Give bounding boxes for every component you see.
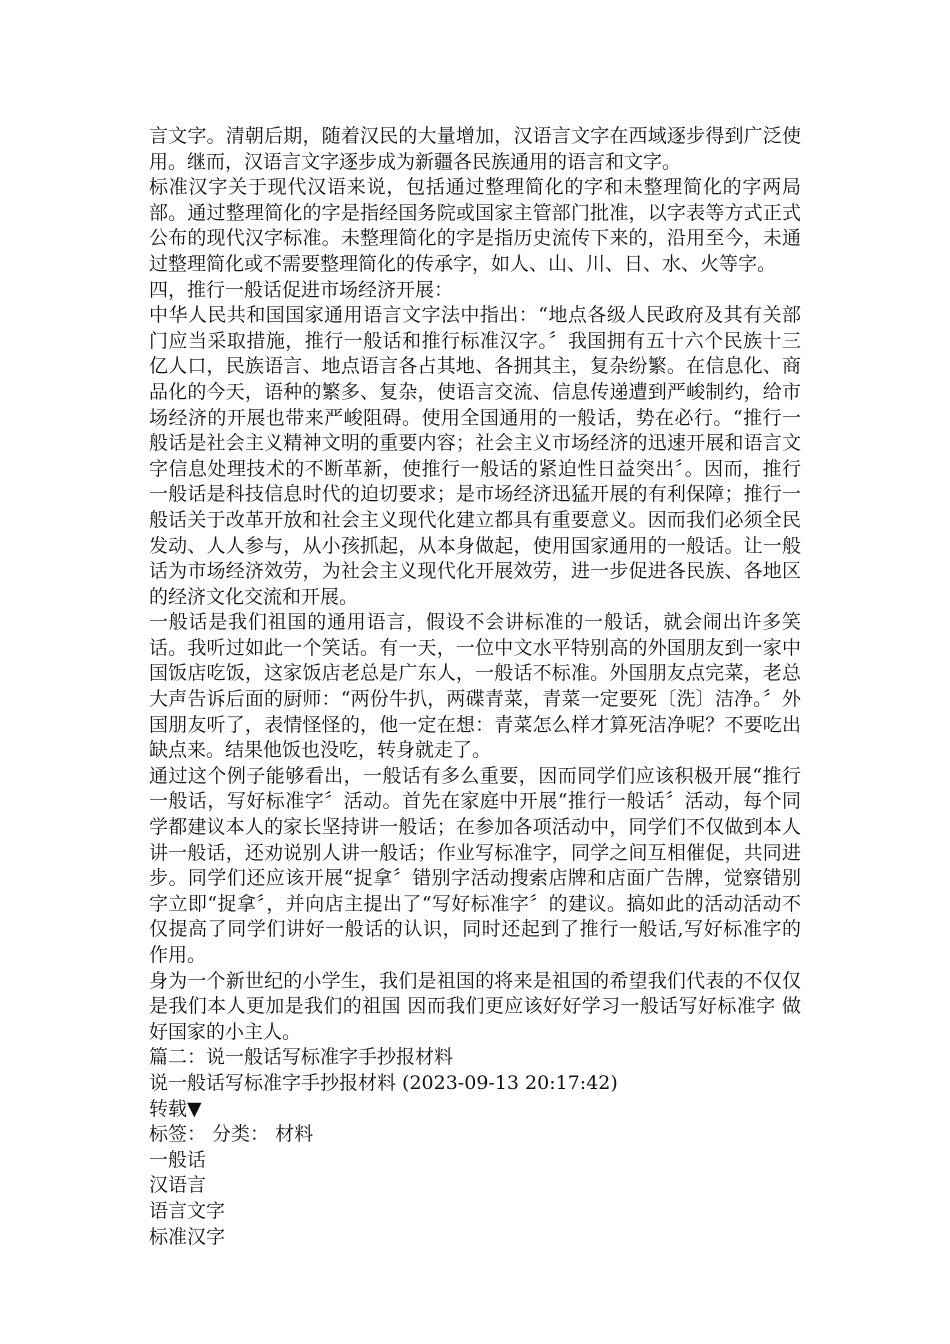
tags-category-line: 标签： 分类： 材料: [149, 1123, 314, 1146]
paragraph: 标准汉字关于现代汉语来说，包括通过整理简化的字和未整理简化的字两局部。通过整理简化的字是指经国务院或国家主管部门批准，以字表等方式正式公布的现代汉字标准。未整理简化的字是指历史流传下来的，沿用至今，未通过整理简化或不需要整理简化的传承字，如人、山、川、日、水、火等字。: [149, 176, 801, 275]
tag-item: 汉语言: [149, 1174, 207, 1197]
article-subtitle-date: 说一般话写标准字手抄报材料 (2023-09-13 20:17:42): [149, 1071, 618, 1094]
paragraph: 言文字。清朝后期，随着汉民的大量增加，汉语言文字在西域逐步得到广泛使用。继而，汉语言文字逐步成为新疆各民族通用的语言和文字。: [149, 125, 801, 173]
paragraph: 一般话是我们祖国的通用语言，假设不会讲标准的一般话，就会闹出许多笑话。我听过如此一个笑话。有一天，一位中文水平特别高的外国朋友到一家中国饭店吃饭，这家饭店老总是广东人，一般话不标准。外国朋友点完菜，老总大声告诉后面的厨师：“两份牛扒，两碟青菜，青菜一定要死〔洗〕洁净。〞外国朋友听了，表情怪怪的，他一定在想：青菜怎么样才算死洁净呢？不要吃出缺点来。结果他饭也没吃，转身就走了。: [149, 611, 801, 762]
article-title: 篇二：说一般话写标准字手抄报材料: [149, 1046, 454, 1069]
tag-item: 一般话: [149, 1148, 207, 1171]
tag-item: 标准汉字: [149, 1225, 226, 1248]
paragraph: 身为一个新世纪的小学生，我们是祖国的将来是祖国的希望我们代表的不仅仅是我们本人更加是我们的祖国 因而我们更应该好好学习一般话写好标准字 做好国家的小主人。: [149, 969, 801, 1043]
paragraph: 中华人民共和国国家通用语言文字法中指出：“地点各级人民政府及其有关部门应当采取措施，推行一般话和推行标准汉字。〞我国拥有五十六个民族十三亿人口，民族语言、地点语言各占其地、各拥其主，复杂纷繁。在信息化、商品化的今天，语种的繁多、复杂，使语言交流、信息传递遭到严峻制约，给市场经济的开展也带来严峻阻碍。使用全国通用的一般话，势在必行。“推行一般话是社会主义精神文明的重要内容；社会主义市场经济的迅速开展和语言文字信息处理技术的不断革新，使推行一般话的紧迫性日益突出〞。因而，推行一般话是科技信息时代的迫切要求；是市场经济迅猛开展的有利保障；推行一般话关于改革开放和社会主义现代化建立都具有重要意义。因而我们必须全民发动、人人参与，从小孩抓起，从本身做起，使用国家通用的一般话。让一般话为市场经济效劳，为社会主义现代化开展效劳，进一步促进各民族、各地区的经济文化交流和开展。: [149, 304, 801, 608]
section-heading: 四，推行一般话促进市场经济开展：: [149, 278, 454, 301]
paragraph: 通过这个例子能够看出，一般话有多么重要，因而同学们应该积极开展“推行一般话，写好标准字〞活动。首先在家庭中开展“推行一般话〞活动，每个同学都建议本人的家长坚持讲一般话；在参加各项活动中，同学们不仅做到本人讲一般话，还劝说别人讲一般话；作业写标准字，同学之间互相催促，共同进步。同学们还应该开展“捉拿〞错别字活动搜索店牌和店面广告牌，觉察错别字立即“捉拿〞，并向店主提出了“写好标准字〞的建议。搞如此的活动活动不仅提高了同学们讲好一般话的认识，同时还起到了推行一般话,写好标准字的作用。: [149, 764, 801, 966]
repost-link[interactable]: 转载▼: [149, 1097, 202, 1120]
tag-item: 语言文字: [149, 1199, 226, 1222]
document-body: [149, 124, 801, 1250]
